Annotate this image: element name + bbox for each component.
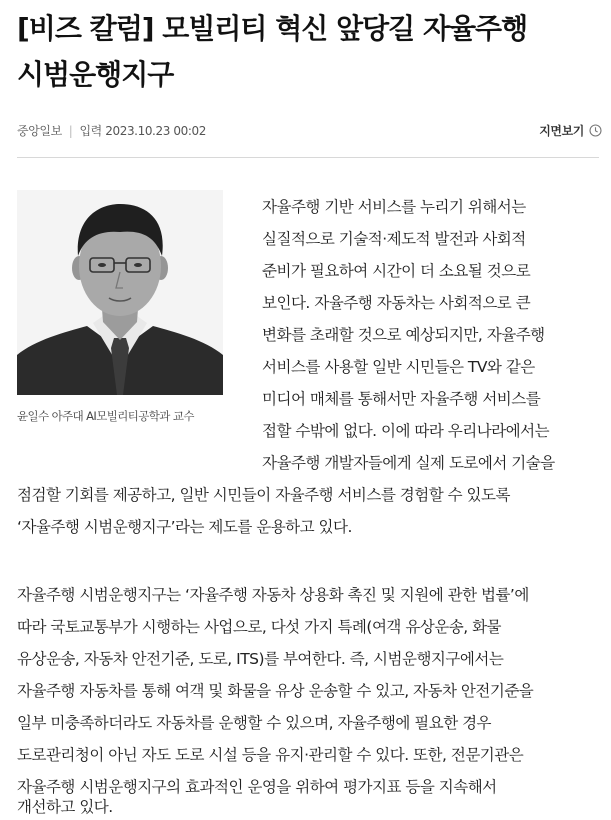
- headline-line-2: 시범운행지구: [17, 58, 174, 91]
- article-headline: [17, 6, 602, 98]
- body-line: 따라 국토교통부가 시행하는 사업으로, 다섯 가지 특례(여객 유상운송, 화물: [17, 618, 502, 636]
- body-line: 서비스를 사용할 일반 시민들은 TV와 같은: [262, 358, 535, 376]
- body-line: 자율주행 시범운행지구는 ‘자율주행 자동차 상용화 촉진 및 지원에 관한 법률’에: [17, 586, 529, 604]
- view-print-button[interactable]: [539, 122, 602, 139]
- body-line: 자율주행 시범운행지구의 효과적인 운영을 위하여 평가지표 등을 지속해서: [17, 778, 497, 796]
- body-line: 점검할 기회를 제공하고, 일반 시민들이 자율주행 서비스를 경험할 수 있도록: [17, 486, 510, 504]
- body-line: ‘자율주행 시범운행지구’라는 제도를 운용하고 있다.: [17, 518, 352, 536]
- news-source[interactable]: 중앙일보: [17, 124, 62, 138]
- meta-separator: |: [68, 124, 73, 138]
- headline-line-1: [비즈 칼럼] 모빌리티 혁신 앞당길 자율주행: [17, 12, 528, 45]
- publish-date: 입력 2023.10.23 00:02: [79, 124, 206, 138]
- person-portrait-icon: [17, 190, 223, 395]
- body-line: 미디어 매체를 통해서만 자율주행 서비스를: [262, 390, 541, 408]
- body-line: 자율주행 자동차를 통해 여객 및 화물을 유상 운송할 수 있고, 자동차 안전기준을: [17, 682, 534, 700]
- body-line: 유상운송, 자동차 안전기준, 도로, ITS)를 부여한다. 즉, 시범운행지구에서는: [17, 650, 504, 668]
- body-line: 자율주행 기반 서비스를 누리기 위해서는: [262, 198, 526, 216]
- body-line: 개선하고 있다.: [17, 798, 113, 816]
- body-line: 변화를 초래할 것으로 예상되지만, 자율주행: [262, 326, 545, 344]
- columnist-photo: [17, 190, 223, 395]
- body-line: 접할 수밖에 없다. 이에 따라 우리나라에서는: [262, 422, 550, 440]
- view-print-label: 지면보기: [539, 124, 584, 138]
- clock-icon: [589, 124, 602, 137]
- article-meta: [17, 122, 602, 142]
- photo-caption: 윤일수 아주대 AI모빌리티공학과 교수: [17, 409, 194, 423]
- body-line: 준비가 필요하여 시간이 더 소요될 것으로: [262, 262, 531, 280]
- body-line: 일부 미충족하더라도 자동차를 운행할 수 있으며, 자율주행에 필요한 경우: [17, 714, 492, 732]
- body-line: 도로관리청이 아닌 자도 도로 시설 등을 유지·관리할 수 있다. 또한, 전문기관은: [17, 746, 524, 764]
- body-line: 보인다. 자율주행 자동차는 사회적으로 큰: [262, 294, 531, 312]
- body-line: 실질적으로 기술적·제도적 발전과 사회적: [262, 230, 526, 248]
- body-line: 자율주행 개발자들에게 실제 도로에서 기술을: [262, 454, 555, 472]
- header-divider: [17, 157, 599, 158]
